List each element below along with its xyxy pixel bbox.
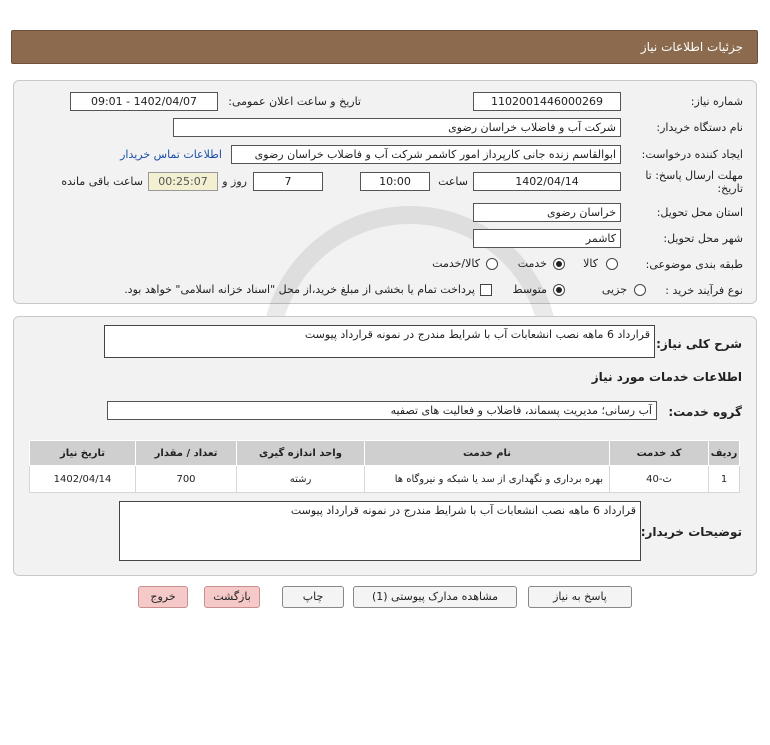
category-goods-service-label: کالا/خدمت xyxy=(432,257,480,270)
process-label: نوع فرآیند خرید : xyxy=(665,284,743,297)
category-label: طبقه بندی موضوعی: xyxy=(645,258,743,271)
creator-label: ایجاد کننده درخواست: xyxy=(641,148,743,161)
page-header xyxy=(11,30,758,64)
services-table xyxy=(29,440,740,493)
view-attachments-button[interactable]: مشاهده مدارک پیوستی (1) xyxy=(353,586,517,608)
city-field: کاشمر xyxy=(473,229,621,248)
col-name-header: نام خدمت xyxy=(365,441,610,466)
remaining-time-field: 00:25:07 xyxy=(148,172,218,191)
deadline-label: مهلت ارسال پاسخ: تا xyxy=(645,169,743,182)
service-name-cell: بهره برداری و نگهداری از سد یا شبکه و نیروگاه ها xyxy=(365,466,610,493)
buyer-contact-link[interactable]: اطلاعات تماس خریدار xyxy=(120,148,222,161)
process-minor-label: جزیی xyxy=(601,283,627,296)
days-field: 7 xyxy=(253,172,323,191)
unit-cell: رشته xyxy=(237,466,365,493)
need-number-label: شماره نیاز: xyxy=(690,95,743,108)
treasury-payment-note: پرداخت تمام یا بخشی از مبلغ خرید،از محل "اسناد خزانه اسلامی" خواهد بود. xyxy=(124,283,475,296)
province-label: استان محل تحویل: xyxy=(656,206,743,219)
deadline-time-label: ساعت xyxy=(438,175,468,188)
announce-date-field: 1402/04/07 - 09:01 xyxy=(70,92,218,111)
days-label: روز و xyxy=(222,175,247,188)
category-goods-label: کالا xyxy=(583,257,598,270)
col-unit-header: واحد اندازه گیری xyxy=(237,441,365,466)
col-qty-header: تعداد / مقدار xyxy=(136,441,237,466)
summary-label: شرح کلی نیاز: xyxy=(656,337,742,351)
category-service-radio[interactable] xyxy=(553,258,565,270)
col-date-header: تاریخ نیاز xyxy=(30,441,136,466)
deadline-date-label: تاریخ: xyxy=(717,182,743,195)
reply-button[interactable]: پاسخ به نیاز xyxy=(528,586,632,608)
print-button[interactable]: چاپ xyxy=(282,586,344,608)
deadline-date-field: 1402/04/14 xyxy=(473,172,621,191)
exit-button[interactable]: خروج xyxy=(138,586,188,608)
service-code-cell: ث-40 xyxy=(610,466,709,493)
category-goods-radio[interactable] xyxy=(606,258,618,270)
category-goods-service-radio[interactable] xyxy=(486,258,498,270)
col-row-header: ردیف xyxy=(709,441,740,466)
buyer-org-field: شرکت آب و فاضلاب خراسان رضوی xyxy=(173,118,621,137)
buyer-notes-label: توضیحات خریدار: xyxy=(640,525,742,539)
service-group-label: گروه خدمت: xyxy=(668,405,742,419)
buyer-org-label: نام دستگاه خریدار: xyxy=(656,121,743,134)
treasury-payment-checkbox[interactable] xyxy=(480,284,492,296)
announce-date-label: تاریخ و ساعت اعلان عمومی: xyxy=(228,95,361,108)
category-service-label: خدمت xyxy=(517,257,547,270)
process-medium-label: متوسط xyxy=(512,283,547,296)
process-medium-radio[interactable] xyxy=(553,284,565,296)
creator-field: ابوالقاسم زنده جانی کارپرداز امور کاشمر شرکت آب و فاضلاب خراسان رضوی xyxy=(231,145,621,164)
remaining-time-label: ساعت باقی مانده xyxy=(61,175,143,188)
need-number-field: 1102001446000269 xyxy=(473,92,621,111)
table-row xyxy=(30,466,740,493)
col-code-header: کد خدمت xyxy=(610,441,709,466)
services-section-title: اطلاعات خدمات مورد نیاز xyxy=(591,370,742,384)
buyer-notes-field: قرارداد 6 ماهه نصب انشعابات آب با شرایط مندرج در نمونه قرارداد پیوست xyxy=(119,501,641,561)
service-group-field: آب رسانی؛ مدیریت پسماند، فاضلاب و فعالیت های تصفیه xyxy=(107,401,657,420)
quantity-cell: 700 xyxy=(136,466,237,493)
page-title: جزئیات اطلاعات نیاز xyxy=(640,40,743,54)
summary-field: قرارداد 6 ماهه نصب انشعابات آب با شرایط مندرج در نمونه قرارداد پیوست xyxy=(104,325,655,358)
row-number-cell: 1 xyxy=(709,466,740,493)
process-minor-radio[interactable] xyxy=(634,284,646,296)
back-button[interactable]: بازگشت xyxy=(204,586,260,608)
city-label: شهر محل تحویل: xyxy=(663,232,743,245)
province-field: خراسان رضوی xyxy=(473,203,621,222)
need-date-cell: 1402/04/14 xyxy=(30,466,136,493)
table-header-row xyxy=(30,441,740,466)
deadline-time-field: 10:00 xyxy=(360,172,430,191)
